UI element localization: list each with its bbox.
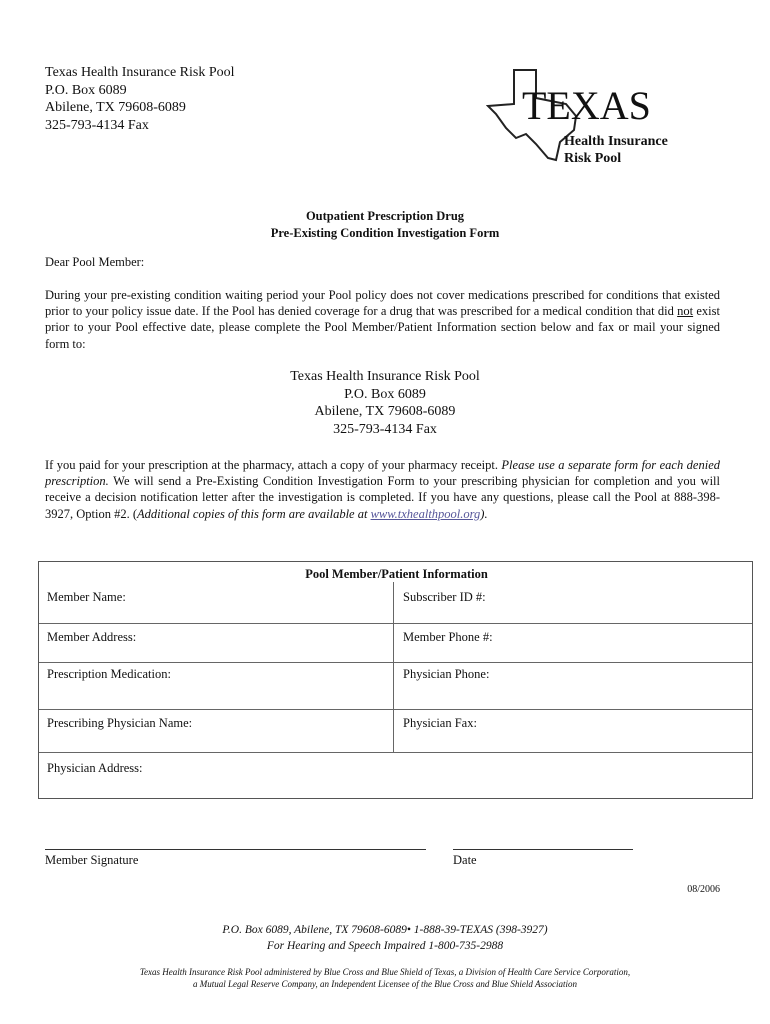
footer-admin-line2: a Mutual Legal Reserve Company, an Independent Licensee of the Blue Cross and Blue Shield Association — [193, 979, 577, 989]
logo-line2: Risk Pool — [564, 151, 622, 166]
intro-text-b: exist prior to your Pool effective date, please complete the Pool Member/Patient Information section below and fax or mail your signed form to: — [45, 304, 720, 351]
form-row-divider — [39, 662, 752, 663]
form-row-divider — [39, 709, 752, 710]
form-row-divider — [39, 752, 752, 753]
form-title — [0, 208, 770, 242]
instr-text-a: If you paid for your prescription at the pharmacy, attach a copy of your pharmacy receipt. — [45, 458, 502, 472]
header-org-name: Texas Health Insurance Risk Pool — [45, 65, 235, 80]
texas-map-icon — [486, 64, 676, 174]
form-row-divider — [39, 623, 752, 624]
header-fax: 325-793-4134 Fax — [45, 117, 149, 133]
footer-address: P.O. Box 6089, Abilene, TX 79608-6089• 1-888-39-TEXAS (398-3927) — [222, 924, 548, 936]
member-phone-field[interactable]: Member Phone #: — [403, 630, 493, 644]
member-name-field[interactable]: Member Name: — [47, 590, 126, 604]
prescription-medication-field[interactable]: Prescription Medication: — [47, 667, 171, 681]
mail-fax: 325-793-4134 Fax — [333, 421, 437, 437]
member-signature-label: Member Signature — [45, 853, 139, 867]
signature-line[interactable] — [45, 849, 426, 850]
physician-address-field[interactable]: Physician Address: — [47, 761, 143, 775]
mail-org-name: Texas Health Insurance Risk Pool — [290, 369, 480, 384]
footer-administrator — [0, 966, 770, 990]
form-section-title: Pool Member/Patient Information — [305, 567, 488, 581]
date-line[interactable] — [453, 849, 633, 850]
member-info-form — [38, 561, 753, 799]
physician-phone-field[interactable]: Physician Phone: — [403, 667, 490, 681]
mail-address — [0, 368, 770, 438]
physician-fax-field[interactable]: Physician Fax: — [403, 716, 477, 730]
logo-line1: Health Insurance — [564, 134, 668, 149]
revision-date: 08/2006 — [687, 884, 720, 895]
form-column-divider — [393, 582, 394, 752]
website-link[interactable]: www.txhealthpool.org — [370, 506, 481, 521]
instr-text-b: We will send a Pre-Existing Condition Investigation Form to your prescribing physician for completion and you will receive a decision notification letter after the investigation is completed. If you have any questions, please call the Pool at 888-398-3927, Option #2. ( — [45, 474, 720, 521]
date-label: Date — [453, 853, 477, 867]
header-po-box: P.O. Box 6089 — [45, 82, 127, 98]
texas-risk-pool-logo — [486, 64, 676, 174]
intro-text-a: During your pre-existing condition waiting period your Pool policy does not cover medications prescribed for conditions that existed prior to your policy issue date. If the Pool has denied coverage for a drug that was prescribed for a medical condition that did — [45, 288, 720, 319]
subscriber-id-field[interactable]: Subscriber ID #: — [403, 590, 486, 604]
header-city: Abilene, TX 79608-6089 — [45, 100, 186, 115]
greeting: Dear Pool Member: — [45, 255, 145, 269]
intro-not: not — [677, 304, 694, 319]
title-line2: Pre-Existing Condition Investigation Form — [270, 226, 500, 240]
footer-contact — [0, 922, 770, 954]
instr-end: ). — [480, 506, 488, 521]
instr-italic2: Additional copies of this form are available at — [137, 506, 371, 521]
instructions-paragraph — [45, 457, 720, 522]
footer-admin-line1: Texas Health Insurance Risk Pool administered by Blue Cross and Blue Shield of Texas, a Division of Health Care Service Corporation, — [139, 967, 631, 977]
logo-word: TEXAS — [522, 83, 651, 128]
intro-paragraph — [45, 287, 720, 352]
title-line1: Outpatient Prescription Drug — [305, 209, 465, 223]
mail-po-box: P.O. Box 6089 — [344, 386, 426, 402]
mail-city: Abilene, TX 79608-6089 — [314, 404, 456, 419]
footer-hearing-impaired: For Hearing and Speech Impaired 1-800-735-2988 — [266, 940, 504, 952]
header-address — [45, 64, 235, 134]
member-address-field[interactable]: Member Address: — [47, 630, 137, 644]
prescribing-physician-name-field[interactable]: Prescribing Physician Name: — [47, 716, 193, 730]
instr-italic1: Please use a separate form for each denied prescription. — [45, 458, 720, 489]
